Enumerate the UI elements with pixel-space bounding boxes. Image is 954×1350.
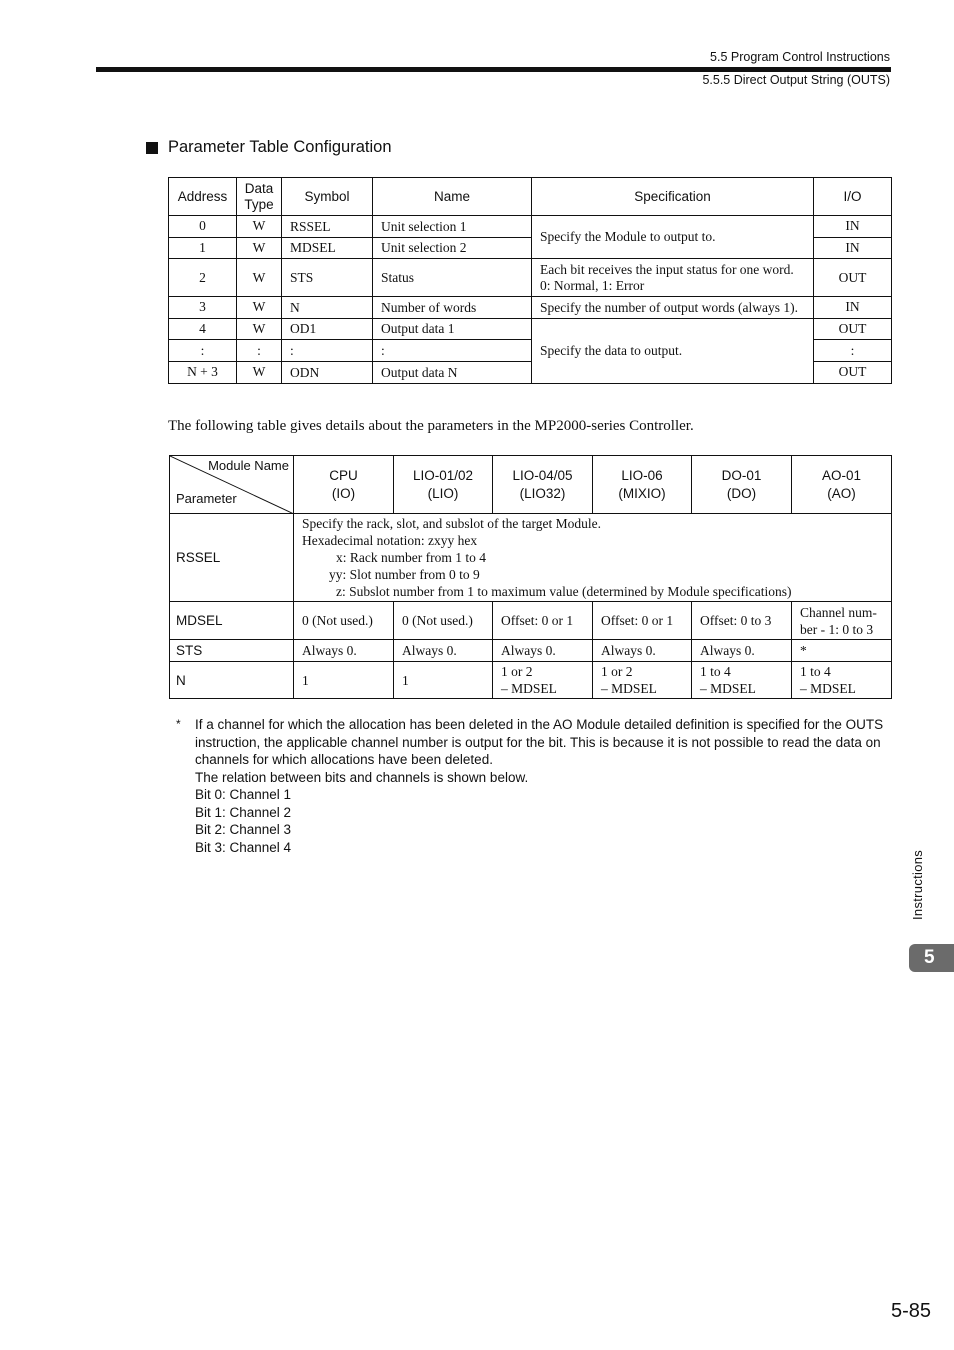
cell-spec-module: Specify the Module to output to.: [532, 216, 814, 259]
cell-symbol: ODN: [282, 362, 373, 384]
rssel-line: yy: Slot number from 0 to 9: [329, 567, 480, 582]
cell-value: Always 0.: [493, 640, 593, 662]
cell-value: Offset: 0 to 3: [692, 602, 792, 640]
n-line-2: – MDSEL: [700, 681, 756, 696]
module-type: (LIO): [427, 485, 459, 501]
cell-name: Unit selection 2: [373, 238, 532, 259]
cell-type: W: [237, 362, 282, 384]
module-type: (AO): [827, 485, 856, 501]
cell-io: :: [814, 340, 892, 362]
spec-status-line-2: 0: Normal, 1: Error: [540, 277, 645, 293]
cell-io: OUT: [814, 362, 892, 384]
module-name: DO-01: [721, 467, 762, 483]
module-type: (LIO32): [519, 485, 566, 501]
module-header-cpu: [294, 456, 394, 514]
header-data-type: Data Type: [237, 178, 282, 216]
param-sts: STS: [170, 640, 294, 662]
cell-address: 4: [169, 319, 237, 340]
cell-value: 0 (Not used.): [294, 602, 394, 640]
cell-address: 1: [169, 238, 237, 259]
cell-value: [493, 662, 593, 699]
table-row: [170, 514, 892, 602]
param-rssel: RSSEL: [170, 514, 294, 602]
table-header-row: [170, 456, 892, 514]
param-mdsel: MDSEL: [170, 602, 294, 640]
footnote: [176, 716, 892, 856]
cell-value: Always 0.: [692, 640, 792, 662]
n-line-1: 1 to 4: [700, 664, 731, 679]
cell-type: W: [237, 319, 282, 340]
cell-symbol: OD1: [282, 319, 373, 340]
section-title: [146, 138, 392, 157]
rssel-line: Hexadecimal notation: zxyy hex: [302, 533, 478, 548]
module-parameter-table: [169, 455, 892, 699]
page-number: 5-85: [890, 1300, 931, 1322]
cell-type: W: [237, 259, 282, 297]
side-chapter-label: Instructions: [910, 849, 925, 920]
cell-name: Output data 1: [373, 319, 532, 340]
cell-address: N + 3: [169, 362, 237, 384]
cell-symbol: STS: [282, 259, 373, 297]
bit-channel-line: Bit 3: Channel 4: [195, 839, 292, 855]
rssel-description: [294, 514, 892, 602]
footnote-marker: *: [176, 717, 181, 731]
module-header-lio-01: [394, 456, 493, 514]
cell-name: :: [373, 340, 532, 362]
n-line-2: – MDSEL: [601, 681, 657, 696]
cell-value: [792, 602, 892, 640]
module-header-do-01: [692, 456, 792, 514]
cell-io: IN: [814, 297, 892, 319]
section-title-text: Parameter Table Configuration: [168, 138, 392, 156]
module-name: LIO-01/02: [412, 467, 474, 483]
cell-value: 1: [394, 662, 493, 699]
cell-spec-data: Specify the data to output.: [532, 319, 814, 384]
spec-status-line-1: Each bit receives the input status for one word.: [540, 261, 794, 277]
n-line-2: – MDSEL: [800, 681, 856, 696]
cell-symbol: N: [282, 297, 373, 319]
cell-symbol: :: [282, 340, 373, 362]
header-symbol: Symbol: [282, 178, 373, 216]
ao-line-2: ber - 1: 0 to 3: [800, 621, 874, 637]
header-subsection: 5.5.5 Direct Output String (OUTS): [702, 73, 890, 87]
cell-type: W: [237, 216, 282, 238]
cell-value: 1: [294, 662, 394, 699]
module-name: LIO-04/05: [512, 467, 573, 483]
module-type: (MIXIO): [618, 485, 666, 501]
rssel-line: x: Rack number from 1 to 4: [336, 550, 486, 565]
module-type: (IO): [331, 485, 356, 501]
corner-parameter: Parameter: [176, 491, 237, 506]
cell-value: Offset: 0 or 1: [493, 602, 593, 640]
rssel-line: z: Subslot number from 1 to maximum value (determined by Module specifications): [336, 584, 792, 599]
module-header-lio-06: [593, 456, 692, 514]
header-section: 5.5 Program Control Instructions: [710, 50, 890, 64]
table-row: [170, 640, 892, 662]
header-rule: [96, 67, 891, 72]
table-header-row: [169, 178, 892, 216]
cell-value: [593, 662, 692, 699]
cell-address: :: [169, 340, 237, 362]
ao-line-1: Channel num-: [800, 604, 877, 620]
table-row: [169, 216, 892, 238]
n-line-1: 1 to 4: [800, 664, 831, 679]
cell-value: Offset: 0 or 1: [593, 602, 692, 640]
module-header-ao-01: [792, 456, 892, 514]
cell-spec-status: [532, 259, 814, 297]
corner-module-name: Module Name: [208, 458, 289, 473]
bit-channel-line: Bit 2: Channel 3: [195, 822, 292, 837]
cell-symbol: RSSEL: [282, 216, 373, 238]
table-row: [169, 297, 892, 319]
param-n: N: [170, 662, 294, 699]
cell-type: W: [237, 297, 282, 319]
header-name: Name: [373, 178, 532, 216]
cell-value: Always 0.: [593, 640, 692, 662]
module-header-lio-04: [493, 456, 593, 514]
footnote-relation: The relation between bits and channels is shown below.: [195, 769, 529, 785]
n-line-1: 1 or 2: [601, 664, 633, 679]
module-name: LIO-06: [621, 467, 663, 483]
table-row: [170, 602, 892, 640]
bit-channel-line: Bit 1: Channel 2: [195, 804, 292, 820]
cell-io: IN: [814, 216, 892, 238]
cell-value: Always 0.: [394, 640, 493, 662]
header-io: I/O: [814, 178, 892, 216]
cell-name: Output data N: [373, 362, 532, 384]
footnote-text: If a channel for which the allocation has been deleted in the AO Module detailed definition is specified for the OUTS instruction, the applicable channel number is output for the bit. This is because it is not possible to read the data on channels for which allocations have been deleted.: [195, 717, 884, 767]
cell-type: W: [237, 238, 282, 259]
cell-symbol: MDSEL: [282, 238, 373, 259]
cell-spec-words: Specify the number of output words (always 1).: [532, 297, 814, 319]
bit-channel-line: Bit 0: Channel 1: [195, 787, 292, 802]
header-address: Address: [169, 178, 237, 216]
cell-name: Status: [373, 259, 532, 297]
table-row: [169, 259, 892, 297]
cell-io: IN: [814, 238, 892, 259]
cell-value: 0 (Not used.): [394, 602, 493, 640]
square-bullet-icon: [146, 142, 158, 154]
n-line-1: 1 or 2: [501, 664, 533, 679]
table-row: [170, 662, 892, 699]
module-name: AO-01: [821, 467, 862, 483]
cell-value: [792, 662, 892, 699]
chapter-tab: 5: [909, 944, 954, 972]
cell-value: *: [792, 640, 892, 662]
cell-address: 2: [169, 259, 237, 297]
corner-header-cell: [170, 456, 294, 514]
module-type: (DO): [726, 485, 757, 501]
intro-paragraph: The following table gives details about the parameters in the MP2000-series Controller.: [168, 418, 694, 434]
cell-io: OUT: [814, 259, 892, 297]
header-specification: Specification: [532, 178, 814, 216]
parameter-table: [168, 177, 892, 384]
cell-io: OUT: [814, 319, 892, 340]
cell-name: Unit selection 1: [373, 216, 532, 238]
cell-address: 0: [169, 216, 237, 238]
cell-value: [692, 662, 792, 699]
cell-address: 3: [169, 297, 237, 319]
cell-name: Number of words: [373, 297, 532, 319]
table-row: [169, 319, 892, 340]
n-line-2: – MDSEL: [501, 681, 557, 696]
cell-value: Always 0.: [294, 640, 394, 662]
module-name: CPU: [329, 467, 358, 483]
cell-type: :: [237, 340, 282, 362]
rssel-line: Specify the rack, slot, and subslot of the target Module.: [302, 516, 601, 531]
